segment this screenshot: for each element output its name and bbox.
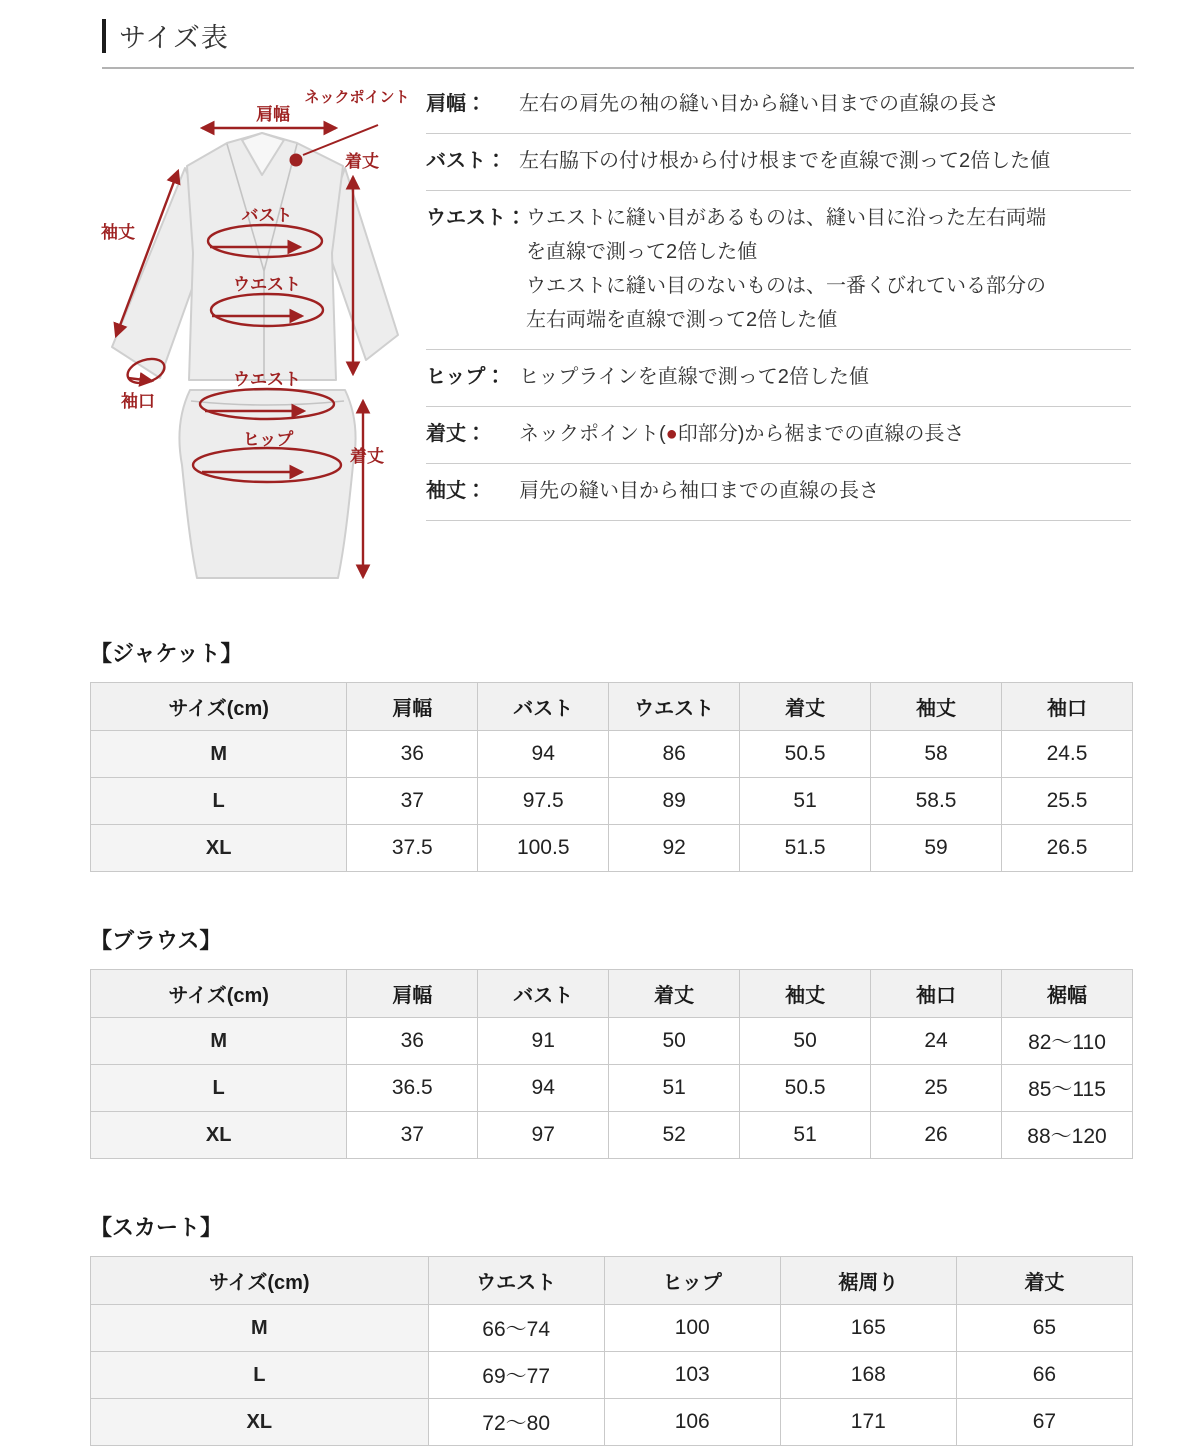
column-header: 袖丈: [871, 683, 1002, 731]
blouse-size-table: [90, 969, 1133, 1159]
page-title: サイズ表: [119, 23, 229, 53]
measurement-guide: [90, 83, 1145, 603]
value-cell: 82〜110: [1002, 1018, 1133, 1065]
definition-line: ヒップラインを直線で測って2倍した値: [519, 366, 869, 388]
value-cell: 37: [347, 778, 478, 825]
jacket-table-label: 【ジャケット】: [90, 641, 243, 666]
jacket-section: [90, 637, 1145, 872]
size-cell: M: [91, 731, 347, 778]
neck-point-dot-glyph: ●: [665, 423, 678, 445]
bust-label: バスト: [241, 206, 293, 225]
neck-point-dot: [290, 154, 303, 167]
column-header: 着丈: [956, 1257, 1132, 1305]
size-cell: L: [91, 1065, 347, 1112]
definition-term: 肩幅：: [426, 93, 486, 115]
definition-description: [526, 201, 1131, 337]
value-cell: 59: [871, 825, 1002, 872]
value-cell: 85〜115: [1002, 1065, 1133, 1112]
value-cell: 51.5: [740, 825, 871, 872]
definition-line: ネックポイント(●印部分)から裾までの直線の長さ: [519, 423, 965, 445]
column-header: 肩幅: [347, 683, 478, 731]
value-cell: 36: [347, 1018, 478, 1065]
definition-row: [426, 407, 1131, 464]
neck-point-label: ネックポイント: [304, 89, 410, 106]
definition-row: [426, 191, 1131, 350]
value-cell: 106: [604, 1399, 780, 1446]
column-header: サイズ(cm): [91, 1257, 429, 1305]
definition-description: [519, 474, 1131, 508]
value-cell: 67: [956, 1399, 1132, 1446]
table-row: [91, 1399, 1133, 1446]
column-header: バスト: [478, 970, 609, 1018]
title-accent-bar: [102, 19, 106, 53]
header-row: [91, 970, 1133, 1018]
blouse-section: [90, 924, 1145, 1159]
definition-term: 着丈：: [426, 423, 486, 445]
size-cell: L: [91, 778, 347, 825]
column-header: 袖丈: [740, 970, 871, 1018]
definition-term: ウエスト：: [426, 207, 526, 229]
size-cell: M: [91, 1018, 347, 1065]
definition-line: 左右脇下の付け根から付け根までを直線で測って2倍した値: [519, 150, 1051, 172]
blouse-table-label: 【ブラウス】: [90, 928, 222, 953]
table-row: [91, 731, 1133, 778]
value-cell: 92: [609, 825, 740, 872]
value-cell: 91: [478, 1018, 609, 1065]
value-cell: 88〜120: [1002, 1112, 1133, 1159]
size-cell: M: [91, 1305, 429, 1352]
value-cell: 51: [740, 778, 871, 825]
size-cell: XL: [91, 1112, 347, 1159]
value-cell: 94: [478, 1065, 609, 1112]
value-cell: 171: [780, 1399, 956, 1446]
skirt-section: [90, 1211, 1145, 1446]
value-cell: 50.5: [740, 731, 871, 778]
value-cell: 103: [604, 1352, 780, 1399]
jacket-size-table: [90, 682, 1133, 872]
value-cell: 72〜80: [428, 1399, 604, 1446]
definition-line: 肩先の縫い目から袖口までの直線の長さ: [519, 480, 879, 502]
sleeve-length-label: 袖丈: [101, 223, 135, 242]
definition-row: [426, 350, 1131, 407]
waist-skirt-label: ウエスト: [233, 370, 301, 389]
column-header: サイズ(cm): [91, 970, 347, 1018]
header-row: [91, 683, 1133, 731]
column-header: 着丈: [740, 683, 871, 731]
value-cell: 52: [609, 1112, 740, 1159]
value-cell: 165: [780, 1305, 956, 1352]
definitions-list: [426, 83, 1131, 603]
value-cell: 66〜74: [428, 1305, 604, 1352]
header-row: [91, 1257, 1133, 1305]
table-row: [91, 1305, 1133, 1352]
definition-description: [519, 417, 1131, 451]
table-row: [91, 1065, 1133, 1112]
value-cell: 50.5: [740, 1065, 871, 1112]
column-header: 裾周り: [780, 1257, 956, 1305]
definition-row: [426, 464, 1131, 521]
definition-line: ウエストに縫い目があるものは、縫い目に沿った左右両端: [526, 207, 1046, 229]
definition-line: 左右の肩先の袖の縫い目から縫い目までの直線の長さ: [519, 93, 999, 115]
value-cell: 26: [871, 1112, 1002, 1159]
definition-row: [426, 85, 1131, 134]
skirt-table-label: 【スカート】: [90, 1215, 223, 1240]
definition-line: ウエストに縫い目のないものは、一番くびれている部分の: [526, 275, 1046, 297]
column-header: ウエスト: [609, 683, 740, 731]
value-cell: 50: [609, 1018, 740, 1065]
value-cell: 66: [956, 1352, 1132, 1399]
value-cell: 37.5: [347, 825, 478, 872]
measurement-diagram: [90, 83, 430, 603]
value-cell: 69〜77: [428, 1352, 604, 1399]
column-header: ウエスト: [428, 1257, 604, 1305]
column-header: サイズ(cm): [91, 683, 347, 731]
cuff-label: 袖口: [121, 392, 155, 411]
hip-label: ヒップ: [242, 430, 294, 449]
skirt-size-table: [90, 1256, 1133, 1446]
column-header: 袖口: [871, 970, 1002, 1018]
value-cell: 65: [956, 1305, 1132, 1352]
value-cell: 36: [347, 731, 478, 778]
neck-point-pointer-line: [303, 125, 378, 155]
value-cell: 24.5: [1002, 731, 1133, 778]
value-cell: 58: [871, 731, 1002, 778]
definition-line: 左右両端を直線で測って2倍した値: [526, 309, 838, 331]
definition-description: [519, 144, 1131, 178]
value-cell: 89: [609, 778, 740, 825]
jacket-length-label: 着丈: [345, 152, 379, 171]
waist-jacket-label: ウエスト: [233, 275, 301, 294]
column-header: バスト: [478, 683, 609, 731]
value-cell: 86: [609, 731, 740, 778]
table-row: [91, 778, 1133, 825]
size-cell: XL: [91, 1399, 429, 1446]
table-row: [91, 825, 1133, 872]
column-header: 肩幅: [347, 970, 478, 1018]
value-cell: 97: [478, 1112, 609, 1159]
value-cell: 37: [347, 1112, 478, 1159]
definition-description: [519, 87, 1131, 121]
size-cell: XL: [91, 825, 347, 872]
value-cell: 168: [780, 1352, 956, 1399]
column-header: 裾幅: [1002, 970, 1133, 1018]
definition-row: [426, 134, 1131, 191]
definition-term: ヒップ：: [426, 366, 506, 388]
skirt-length-label: 着丈: [350, 447, 384, 466]
value-cell: 51: [740, 1112, 871, 1159]
value-cell: 94: [478, 731, 609, 778]
garment-outline-group: [112, 133, 398, 578]
column-header: 着丈: [609, 970, 740, 1018]
shoulder-width-label: 肩幅: [256, 105, 290, 124]
definition-line: を直線で測って2倍した値: [526, 241, 758, 263]
value-cell: 24: [871, 1018, 1002, 1065]
column-header: ヒップ: [604, 1257, 780, 1305]
value-cell: 58.5: [871, 778, 1002, 825]
value-cell: 100: [604, 1305, 780, 1352]
table-row: [91, 1352, 1133, 1399]
table-row: [91, 1112, 1133, 1159]
value-cell: 36.5: [347, 1065, 478, 1112]
definition-term: バスト：: [426, 150, 506, 172]
definition-description: [519, 360, 1131, 394]
value-cell: 26.5: [1002, 825, 1133, 872]
size-cell: L: [91, 1352, 429, 1399]
page-header: [102, 16, 1134, 69]
table-row: [91, 1018, 1133, 1065]
value-cell: 51: [609, 1065, 740, 1112]
value-cell: 97.5: [478, 778, 609, 825]
value-cell: 25: [871, 1065, 1002, 1112]
column-header: 袖口: [1002, 683, 1133, 731]
value-cell: 25.5: [1002, 778, 1133, 825]
value-cell: 100.5: [478, 825, 609, 872]
value-cell: 50: [740, 1018, 871, 1065]
definition-term: 袖丈：: [426, 480, 486, 502]
